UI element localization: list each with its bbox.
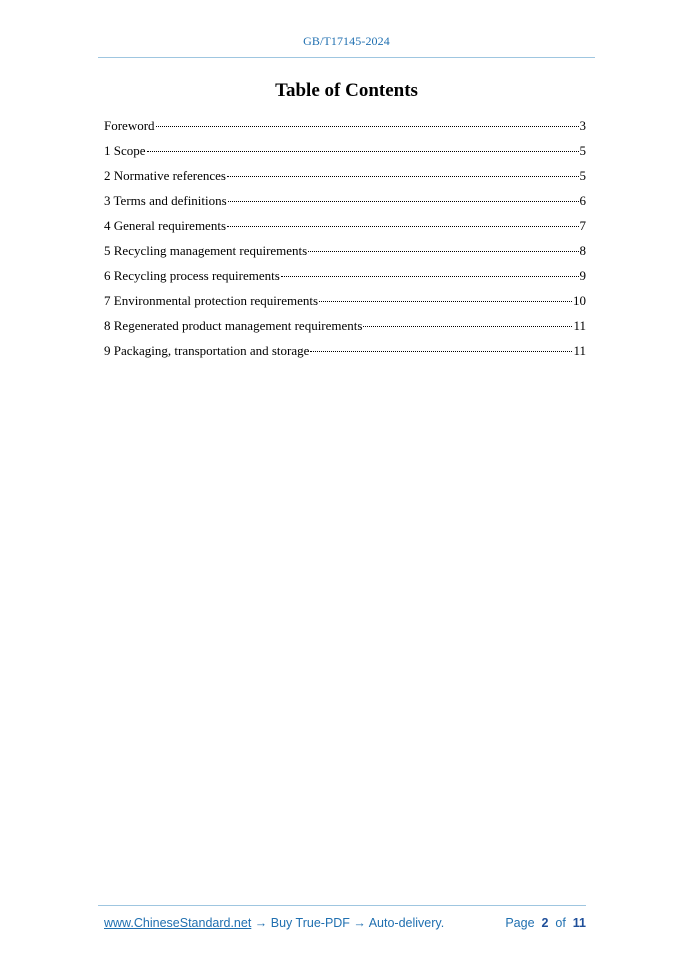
toc-entry-label: 8 Regenerated product management requirements: [104, 318, 363, 333]
toc-entry-label: 9 Packaging, transportation and storage: [104, 343, 310, 358]
toc-dot-leader: [147, 150, 579, 152]
toc-entry-page: 7: [579, 218, 586, 233]
header-divider: [98, 57, 595, 58]
running-header: GB/T17145-2024: [303, 34, 390, 48]
toc-dot-leader: [363, 325, 572, 327]
current-page-number: 2: [541, 916, 549, 930]
toc-entry-general-requirements[interactable]: [104, 217, 586, 242]
toc-entry-page: 6: [579, 193, 586, 208]
toc-entry-page: 10: [573, 293, 586, 308]
footer-promo-text: → Buy True-PDF → Auto-delivery.: [251, 916, 445, 930]
total-pages-number: 11: [572, 916, 586, 930]
toc-dot-leader: [310, 350, 572, 352]
toc-dot-leader: [227, 175, 579, 177]
toc-dot-leader: [319, 300, 572, 302]
table-of-contents: [104, 117, 586, 367]
toc-entry-label: 1 Scope: [104, 143, 146, 158]
toc-entry-foreword[interactable]: [104, 117, 586, 142]
toc-entry-packaging-transport-storage[interactable]: [104, 342, 586, 367]
toc-entry-regenerated-product[interactable]: [104, 317, 586, 342]
toc-entry-page: 11: [573, 343, 586, 358]
toc-entry-label: 5 Recycling management requirements: [104, 243, 308, 258]
page-word: Page: [505, 916, 535, 930]
toc-entry-label: 7 Environmental protection requirements: [104, 293, 319, 308]
toc-entry-page: 9: [579, 268, 586, 283]
toc-entry-page: 8: [579, 243, 586, 258]
toc-entry-label: 4 General requirements: [104, 218, 227, 233]
toc-entry-normative-references[interactable]: [104, 167, 586, 192]
footer-divider: [98, 905, 586, 906]
toc-dot-leader: [156, 125, 579, 127]
toc-entry-label: Foreword: [104, 118, 155, 133]
toc-entry-page: 11: [573, 318, 586, 333]
toc-entry-page: 3: [579, 118, 586, 133]
toc-entry-label: 3 Terms and definitions: [104, 193, 227, 208]
toc-entry-page: 5: [579, 168, 586, 183]
toc-entry-label: 6 Recycling process requirements: [104, 268, 280, 283]
page-title: Table of Contents: [275, 80, 418, 101]
toc-entry-page: 5: [579, 143, 586, 158]
toc-dot-leader: [228, 200, 579, 202]
toc-entry-recycling-process[interactable]: [104, 267, 586, 292]
page-footer: [104, 916, 586, 934]
toc-entry-environmental-protection[interactable]: [104, 292, 586, 317]
toc-entry-recycling-management[interactable]: [104, 242, 586, 267]
toc-entry-scope[interactable]: [104, 142, 586, 167]
toc-dot-leader: [227, 225, 578, 227]
toc-dot-leader: [281, 275, 579, 277]
page-indicator: [505, 916, 586, 930]
footer-promo: [104, 916, 444, 930]
site-link[interactable]: www.ChineseStandard.net: [104, 916, 252, 930]
toc-entry-terms-definitions[interactable]: [104, 192, 586, 217]
toc-dot-leader: [308, 250, 578, 252]
toc-entry-label: 2 Normative references: [104, 168, 226, 183]
of-word: of: [555, 916, 566, 930]
